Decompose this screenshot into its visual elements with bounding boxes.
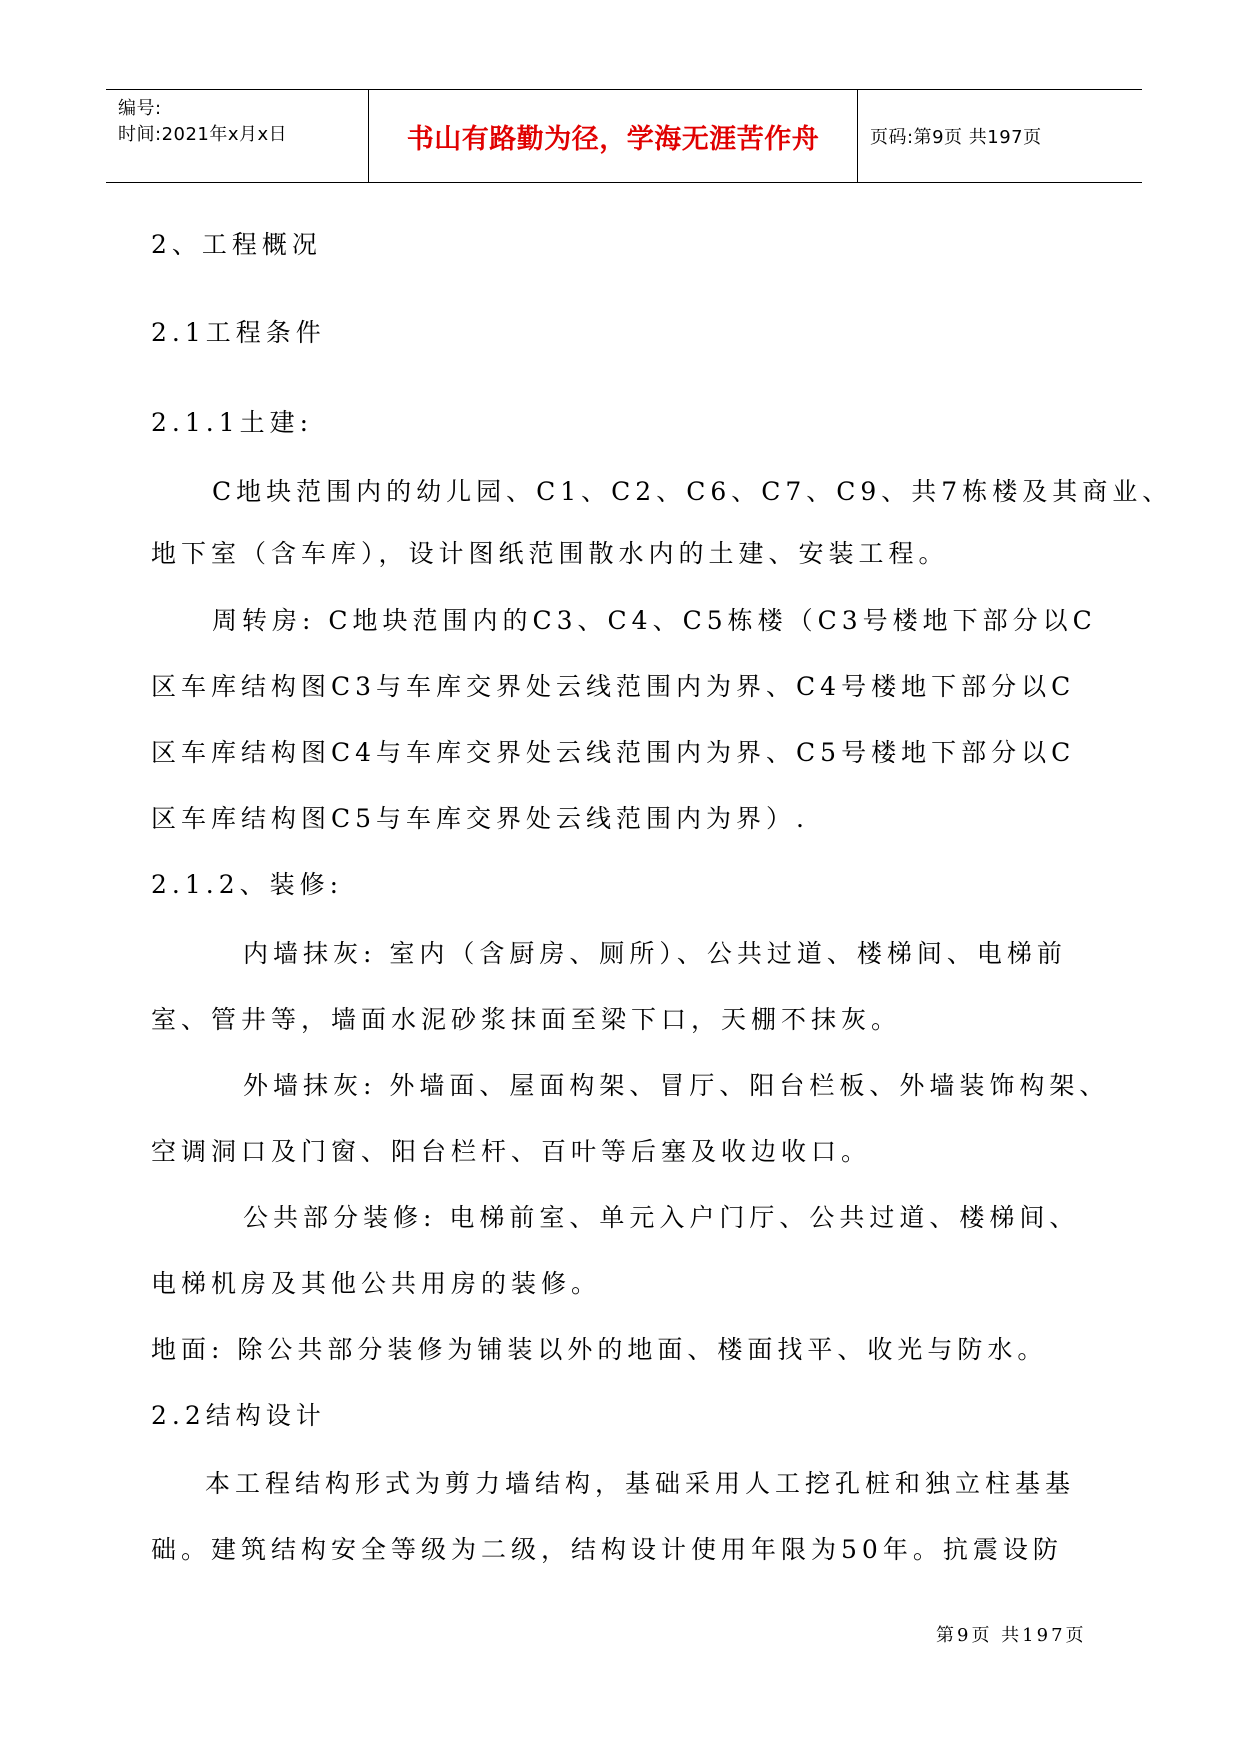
subsection-heading: 2.2结构设计 xyxy=(151,1401,326,1430)
paragraph-line: 区车库结构图C5与车库交界处云线范围内为界）. xyxy=(151,804,809,833)
subsection-heading: 2.1.2、装修: xyxy=(151,870,344,899)
paragraph-line: 室、管井等，墙面水泥砂浆抹面至梁下口，天棚不抹灰。 xyxy=(151,1005,902,1034)
paragraph-line: 区车库结构图C3与车库交界处云线范围内为界、C4号楼地下部分以C xyxy=(151,672,1076,701)
paragraph-line: 地下室（含车库），设计图纸范围散水内的土建、安装工程。 xyxy=(151,539,949,568)
paragraph-line: 公共部分装修: 电梯前室、单元入户门厅、公共过道、楼梯间、 xyxy=(243,1203,1080,1232)
paragraph-line: 础。建筑结构安全等级为二级，结构设计使用年限为50年。抗震设防 xyxy=(151,1535,1063,1564)
paragraph-line: 区车库结构图C4与车库交界处云线范围内为界、C5号楼地下部分以C xyxy=(151,738,1076,767)
paragraph-line: 外墙抹灰: 外墙面、屋面构架、冒厅、阳台栏板、外墙装饰构架、 xyxy=(243,1071,1110,1100)
number-label: 编号: xyxy=(118,98,162,119)
page-header xyxy=(106,89,1142,183)
time-label: 时间:2021年x月x日 xyxy=(118,124,288,145)
header-right-cell xyxy=(858,90,1142,182)
subsection-heading: 2.1工程条件 xyxy=(151,318,326,347)
paragraph-line: 地面: 除公共部分装修为铺装以外的地面、楼面找平、收光与防水。 xyxy=(151,1335,1048,1364)
header-motto-cell xyxy=(369,90,858,182)
header-left-cell xyxy=(106,90,369,182)
page-footer: 第9页 共197页 xyxy=(936,1625,1087,1646)
subsection-heading: 2.1.1土建: xyxy=(151,408,314,437)
paragraph-line: 内墙抹灰: 室内（含厨房、厕所）、公共过道、楼梯间、电梯前 xyxy=(243,939,1067,968)
page-label: 页码:第9页 共197页 xyxy=(870,127,1042,148)
paragraph-line: C地块范围内的幼儿园、C1、C2、C6、C7、C9、共7栋楼及其商业、 xyxy=(212,477,1173,506)
paragraph-line: 空调洞口及门窗、阳台栏杆、百叶等后塞及收边收口。 xyxy=(151,1137,872,1166)
paragraph-line: 本工程结构形式为剪力墙结构，基础采用人工挖孔桩和独立柱基基 xyxy=(205,1469,1076,1498)
section-heading: 2、工程概况 xyxy=(151,230,322,259)
motto: 书山有路勤为径，学海无涯苦作舟 xyxy=(406,123,820,155)
paragraph-line: 电梯机房及其他公共用房的装修。 xyxy=(151,1269,602,1298)
paragraph-line: 周转房: C地块范围内的C3、C4、C5栋楼（C3号楼地下部分以C xyxy=(212,606,1097,635)
